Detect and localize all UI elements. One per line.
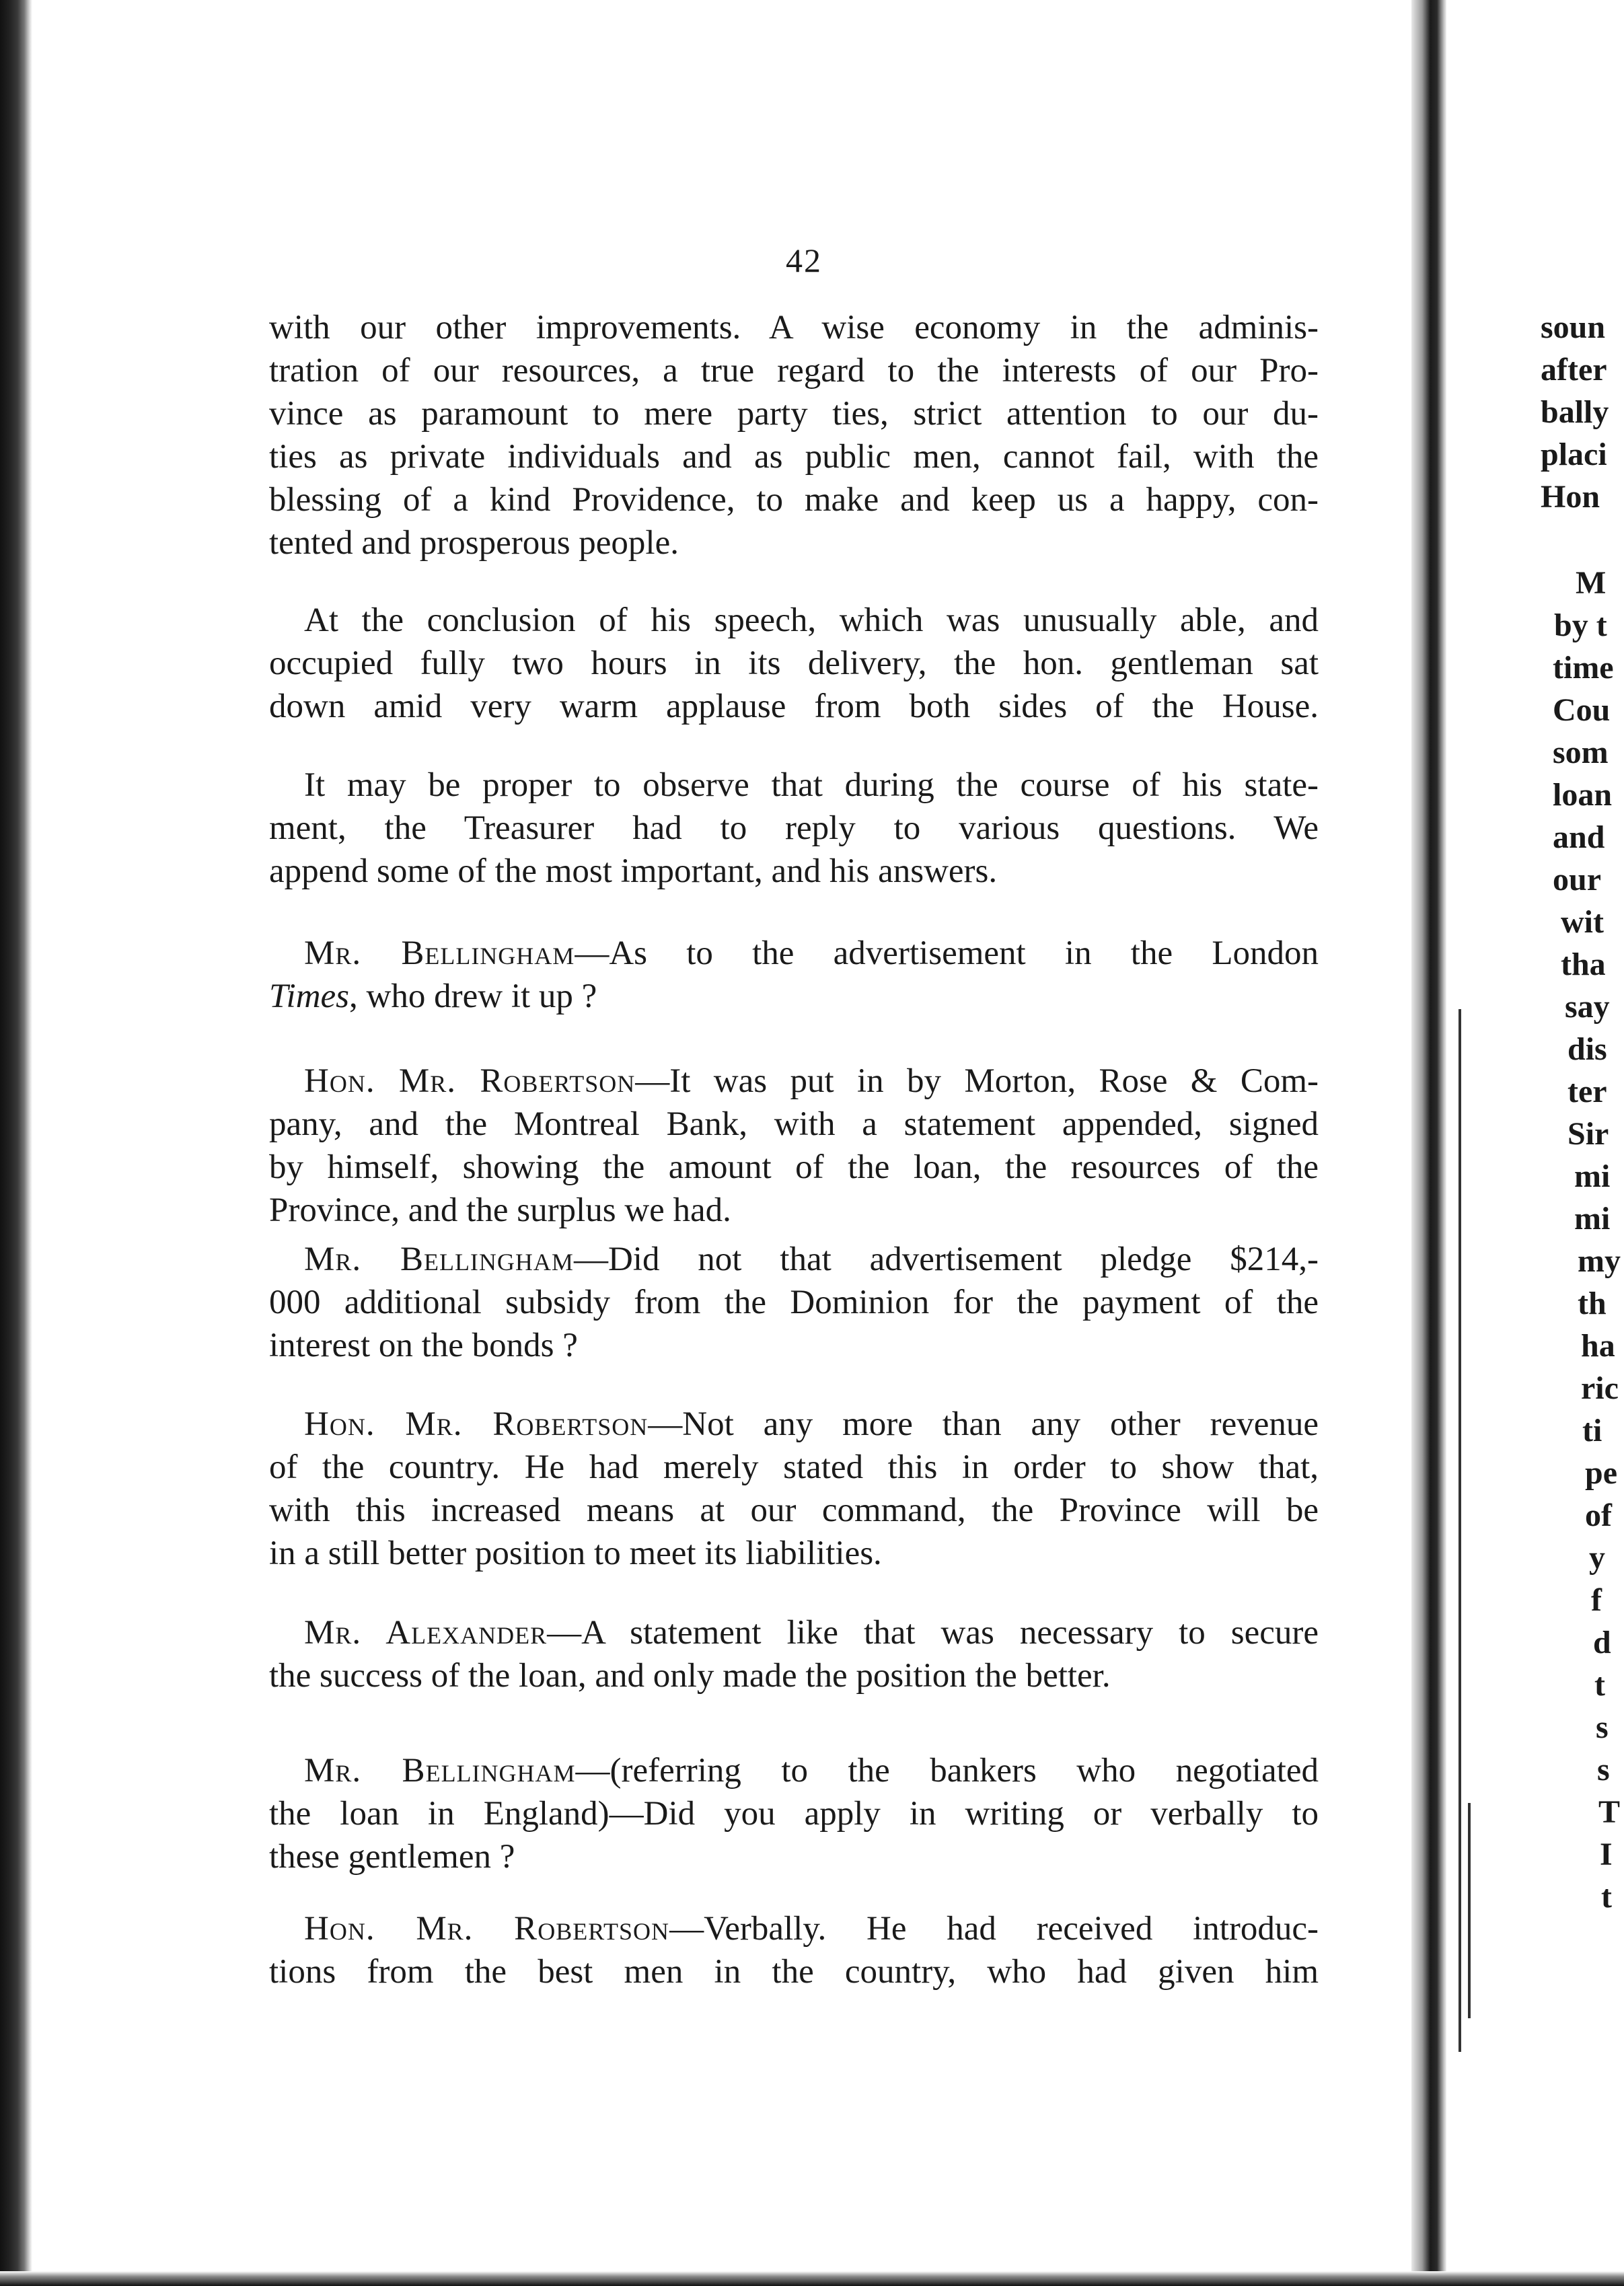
scan-left-edge [0,0,32,2286]
speech-text: —Did not that advertisement pledge $214,- [573,1241,1319,1278]
facing-page-fragment: Cou [1553,692,1611,728]
speech-text: —It was put in by Morton, Rose & Com- [635,1062,1319,1100]
facing-page-fragment: soun [1541,309,1606,345]
gutter-shadow-line [1459,1009,1461,2052]
facing-page-fragment: y [1589,1540,1605,1576]
facing-page-fragment: by t [1554,607,1607,643]
facing-page-fragment: s [1596,1709,1609,1745]
facing-page-fragment: mi [1574,1201,1611,1237]
exchange-paragraph [269,1238,1319,1367]
scan-bottom-edge [0,2271,1624,2286]
facing-page-fragment: t [1594,1667,1605,1703]
facing-page-fragment: time [1553,650,1614,686]
facing-page-fragment: mi [1574,1158,1611,1194]
speech-text: —Verbally. He had received introduc- [669,1910,1319,1948]
gutter-shadow-line [1468,1803,1471,2018]
page-number: 42 [786,242,822,279]
text-line: append some of the most important, and his answers. [269,852,998,890]
text-line [269,1611,1319,1654]
speaker-name: Hon. Mr. Robertson [304,1910,670,1948]
text-line: ment, the Treasurer had to reply to various questions. We [269,809,1319,847]
text-line: down amid very warm applause from both sides of the House. [269,688,1319,725]
text-line: vince as paramount to mere party ties, strict attention to our du- [269,395,1319,433]
text-line: occupied fully two hours in its delivery, the hon. gentleman sat [269,644,1319,682]
facing-page-fragment: tha [1561,947,1606,982]
speech-text: —A statement like that was necessary to secure [547,1614,1319,1652]
text-line: At the conclusion of his speech, which was unusually able, and [304,601,1319,639]
speech-text: —Not any more than any other revenue [648,1405,1319,1443]
exchange-paragraph [269,1403,1319,1575]
text-line: these gentlemen ? [269,1838,515,1876]
text-line [269,1749,1319,1792]
exchange-paragraph [269,1749,1319,1878]
facing-page-fragment: placi [1541,437,1607,472]
facing-page-fragment: Hon [1541,479,1600,515]
facing-page-fragment: pe [1585,1455,1617,1491]
text-line: by himself, showing the amount of the loan, the resources of the [269,1148,1319,1186]
facing-page-fragments [1541,306,1624,2190]
speaker-name: Mr. Bellingham [304,1241,574,1278]
speaker-name: Hon. Mr. Robertson [304,1405,649,1443]
text-line [269,1907,1319,1950]
exchange-paragraph [269,1060,1319,1232]
facing-page-fragment: loan [1553,777,1613,813]
facing-page-fragment: and [1553,819,1605,855]
facing-page-fragment: th [1578,1286,1607,1321]
facing-page-fragment: say [1565,989,1610,1025]
text-line: in a still better position to meet its liabilities. [269,1535,882,1572]
facing-page-fragment: I [1600,1837,1613,1872]
text-line: with our other improvements. A wise economy in the adminis- [269,309,1319,346]
text-line [269,1403,1319,1446]
speech-text: —(referring to the bankers who negotiated [575,1752,1319,1790]
paragraph [269,764,1319,893]
exchange-paragraph [269,1611,1319,1697]
facing-page-fragment: our [1553,862,1601,897]
text-line [269,1060,1319,1103]
facing-page-fragment: som [1553,735,1609,770]
text-line: blessing of a kind Providence, to make and keep us a happy, con- [269,481,1319,519]
facing-page-fragment: of [1585,1498,1612,1533]
paragraph [269,306,1319,564]
text-line: the loan in England)—Did you apply in writing or verbally to [269,1795,1319,1833]
text-line: pany, and the Montreal Bank, with a statement appended, signed [269,1105,1319,1143]
text-line: ties as private individuals and as public men, cannot fail, with the [269,438,1319,476]
text-line: Province, and the surplus we had. [269,1191,731,1229]
speaker-name: Hon. Mr. Robertson [304,1062,636,1100]
facing-page-fragment: ric [1581,1370,1619,1406]
facing-page-fragment: my [1578,1243,1621,1279]
facing-page-fragment: f [1591,1582,1602,1618]
speech-text: —As to the advertisement in the London [575,934,1319,972]
speaker-name: Mr. Bellingham [304,1752,576,1790]
text-line [269,975,1319,1018]
book-gutter [1411,0,1446,2286]
facing-page-fragment: ter [1567,1074,1607,1109]
text-line: 000 additional subsidy from the Dominion for the payment of the [269,1284,1319,1321]
facing-page-fragment: dis [1567,1031,1607,1067]
speech-text: , who drew it up ? [349,978,597,1015]
exchange-paragraph [269,1907,1319,1993]
facing-page-fragment: Sir [1567,1116,1609,1152]
text-line: tration of our resources, a true regard to the interests of our Pro- [269,352,1319,390]
facing-page-fragment: after [1541,352,1607,388]
facing-page-fragment: M [1576,565,1607,601]
facing-page-fragment: t [1601,1879,1612,1915]
text-line: tented and prosperous people. [269,524,679,562]
text-line: tions from the best men in the country, who had given him [269,1953,1319,1991]
text-line: interest on the bonds ? [269,1327,578,1364]
text-line [269,932,1319,975]
facing-page-fragment: bally [1541,394,1609,430]
facing-page-fragment: wit [1561,904,1604,940]
text-line [269,1238,1319,1281]
speaker-name: Mr. Alexander [304,1614,548,1652]
paragraph [269,599,1319,728]
facing-page-fragment: T [1598,1794,1621,1830]
facing-page-fragment: s [1597,1752,1610,1787]
text-line: of the country. He had merely stated this in order to show that, [269,1448,1319,1486]
facing-page-fragment: ti [1582,1413,1602,1448]
speaker-name: Mr. Bellingham [304,934,575,972]
facing-page-fragment: d [1593,1625,1611,1660]
text-line: It may be proper to observe that during the course of his state- [304,766,1319,804]
main-text-column [269,229,1319,2234]
facing-page-fragment: ha [1581,1328,1615,1364]
text-line: with this increased means at our command, the Province will be [269,1491,1319,1529]
exchange-paragraph [269,932,1319,1018]
text-line: the success of the loan, and only made the position the better. [269,1657,1111,1695]
newspaper-title: Times [269,978,350,1015]
